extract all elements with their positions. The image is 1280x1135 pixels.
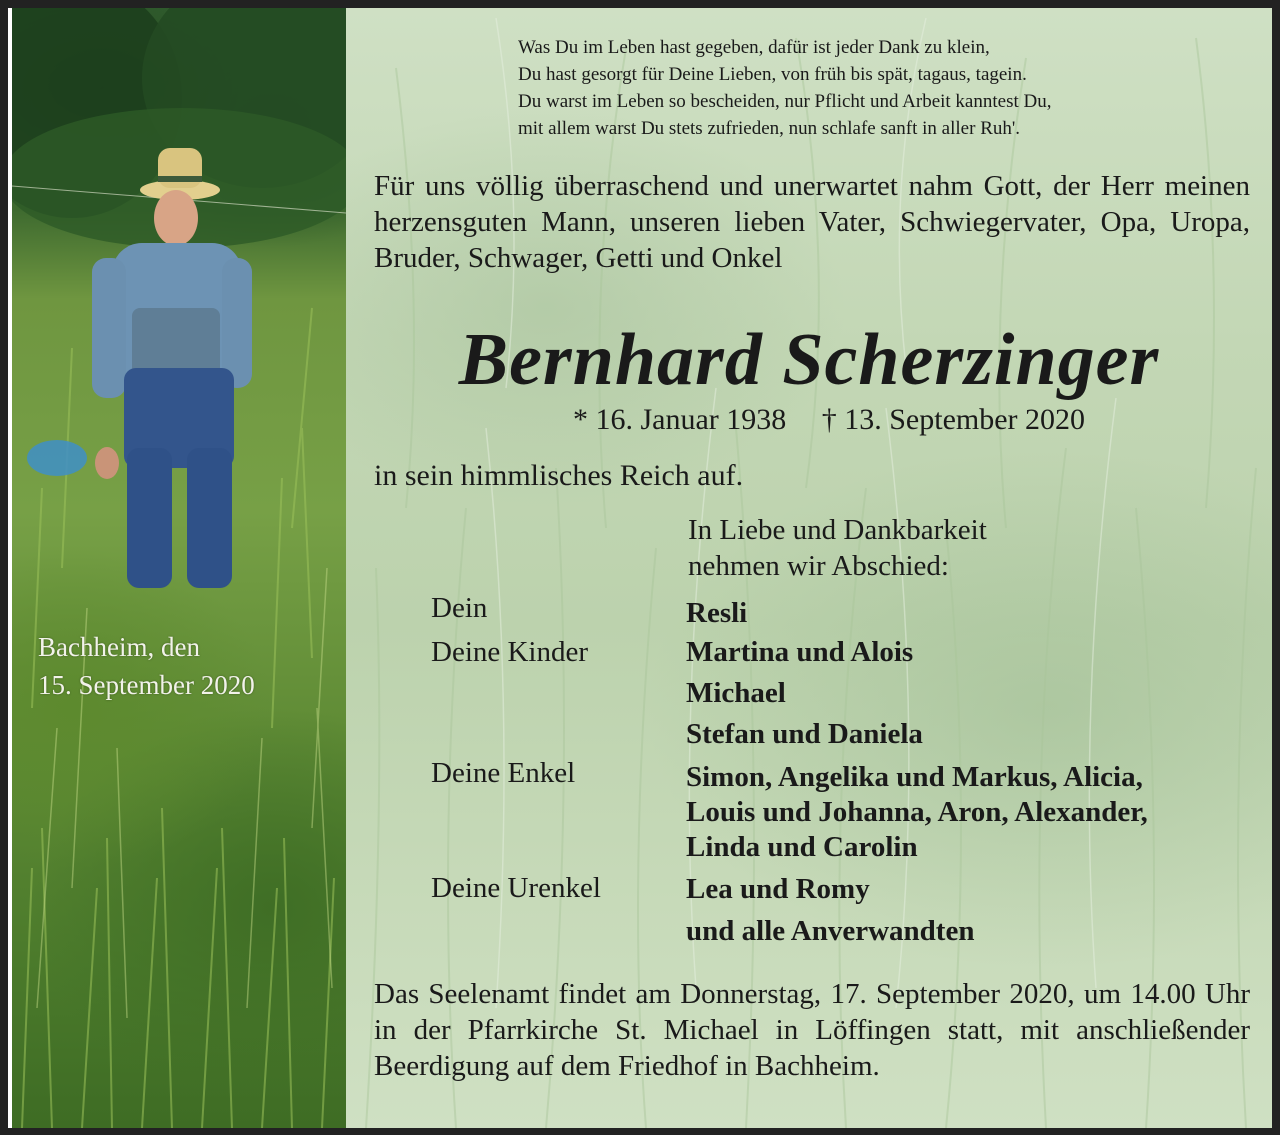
poem [518,34,1051,142]
relative-name-grandchildren: Louis und Johanna, Aron, Alexander, [686,796,1148,828]
funeral-info: Das Seelenamt findet am Donnerstag, 17. September 2020, um 14.00 Uhr in der Pfarrkirche St. Michael in Löffingen statt, mit anschließender Beerdigung auf dem Friedhof in Bachheim. [374,978,1250,1082]
date-line: 15. September 2020 [38,670,255,700]
intro-text: Für uns völlig überraschend und unerwartet nahm Gott, der Herr meinen herzensguten Mann, unseren lieben Vater, Schwiegervater, Opa, Uropa, Bruder, Schwager, Getti und Onkel [374,170,1250,274]
deceased-name: Bernhard Scherzinger [458,319,1160,401]
meadow-photo-illustration [12,8,346,1128]
place-date [38,628,338,704]
birth-date: * 16. Januar 1938 [572,403,787,436]
relative-name-others: und alle Anverwandten [686,915,975,947]
reich-text: in sein himmlisches Reich auf. [374,459,744,492]
relative-name-child: Martina und Alois [686,636,914,668]
poem-line: Was Du im Leben hast gegeben, dafür ist jeder Dank zu klein, [518,37,990,58]
poem-line: Du hast gesorgt für Deine Lieben, von früh bis spät, tagaus, tagein. [518,64,1027,85]
farewell-line: In Liebe und Dankbarkeit [688,514,987,546]
death-date: † 13. September 2020 [821,403,1086,436]
relative-name-grandchildren: Simon, Angelika und Markus, Alicia, [686,761,1143,793]
relative-name-great-grandchildren: Lea und Romy [686,873,870,905]
portrait-photo [12,8,346,1128]
poem-line: Du warst im Leben so bescheiden, nur Pflicht und Arbeit kanntest Du, [518,91,1052,112]
relative-label-kinder: Deine Kinder [431,636,589,668]
relative-label-dein: Dein [431,592,488,624]
text-panel [346,8,1272,1128]
relative-label-urenkel: Deine Urenkel [431,872,601,904]
relative-name-grandchildren: Linda und Carolin [686,831,918,863]
relative-name-child: Stefan und Daniela [686,718,923,750]
farewell-heading [688,512,987,584]
relative-name-child: Michael [686,677,786,709]
relative-name-spouse: Resli [686,597,748,629]
poem-line: mit allem warst Du stets zufrieden, nun schlafe sanft in aller Ruh'. [518,118,1021,139]
relative-label-enkel: Deine Enkel [431,757,576,789]
life-dates [346,400,1272,440]
place-line: Bachheim, den [38,632,200,662]
farewell-line: nehmen wir Abschied: [688,550,949,582]
